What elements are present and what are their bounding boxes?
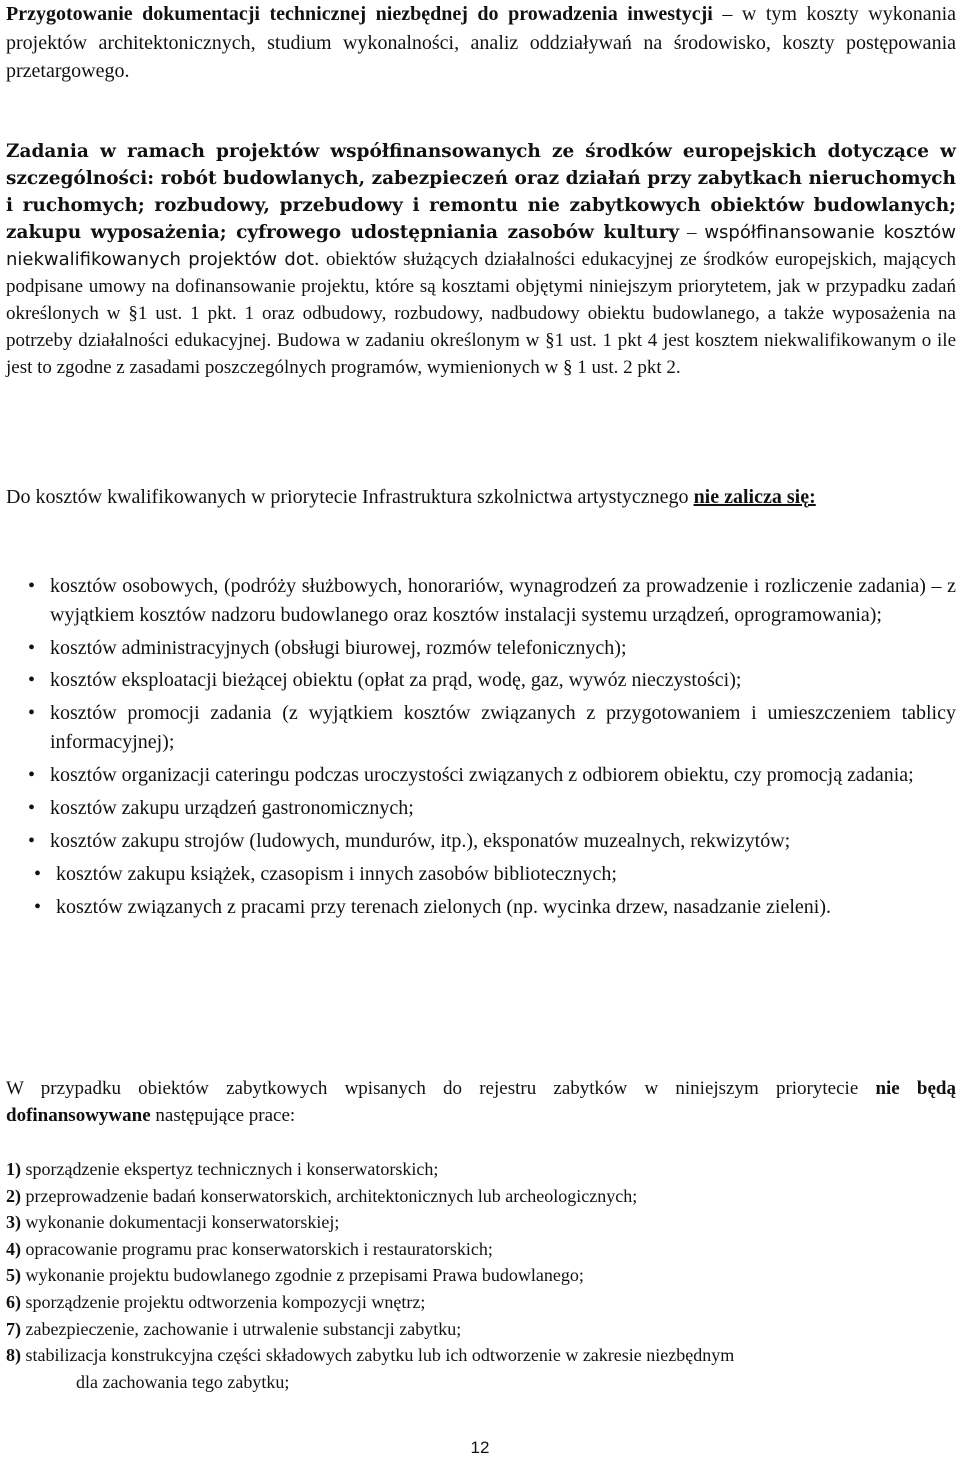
item-number: 6) [6,1291,21,1312]
numbered-item [6,1342,956,1395]
item-text: zabezpieczenie, zachowanie i utrwalenie substancji zabytku; [21,1318,462,1339]
item-number: 2) [6,1185,21,1206]
item-text: sporządzenie projektu odtworzenia kompozycji wnętrz; [21,1291,426,1312]
numbered-item [6,1262,956,1289]
paragraph-body-end: następujące prace: [150,1105,296,1126]
list-item [6,860,956,889]
item-text-continuation: dla zachowania tego zabytku; [76,1371,290,1392]
numbered-item [6,1236,956,1263]
numbered-item [6,1209,956,1236]
list-item-text: kosztów promocji zadania (z wyjątkiem kosztów związanych z przygotowaniem i umieszczeniem tablicy informacyjnej); [50,702,956,753]
bullet-icon: • [28,669,36,691]
list-item-text: kosztów związanych z pracami przy terenach zielonych (np. wycinka drzew, nasadzanie zieleni). [56,896,831,918]
page-number: 12 [470,1438,490,1457]
item-number: 7) [6,1318,21,1339]
list-item-text: kosztów zakupu strojów (ludowych, mundurów, itp.), eksponatów muzealnych, rekwizytów; [50,830,791,852]
list-item [6,572,956,630]
paragraph-lead-bold: Zadania w ramach projektów współfinansowanych ze środków europejskich dotyczące w szczególności: robót budowlanych, zabezpieczeń oraz działań przy zabytkach nieruchomych i ruchomych; rozbudowy, przebudowy i remontu nie zabytkowych obiektów budowlanych; zakupu wyposażenia; cyfrowego udostępniania zasobów kultury [6,141,956,243]
excluded-works-list [6,1156,956,1395]
numbered-item [6,1289,956,1316]
paragraph-sans-text: współfinansowanie kosztów niekwalifikowanych projektów dot. [6,222,956,270]
paragraph-lead-bold: Przygotowanie dokumentacji technicznej niezbędnej do prowadzenia inwestycji [6,3,713,25]
numbered-item [6,1316,956,1343]
bullet-icon: • [28,702,36,724]
dash-separator: – [679,222,705,243]
paragraph-body: obiektów służących działalności edukacyjnej ze środków europejskich, mających podpisane umowy na dofinansowanie projektu, które są kosztami objętymi niniejszym priorytetem, jak w przypadku zadań określonych w §1 ust. 1 pkt. 1 oraz odbudowy, rozbudowy, nadbudowy obiektu budowlanego, a także wyposażenia na potrzeby działalności edukacyjnej. Budowa w zadaniu określonym w §1 ust. 1 pkt 4 jest kosztem niekwalifikowanym o ile jest to zgodne z zasadami poszczególnych programów, wymienionych w § 1 ust. 2 pkt 2. [6,249,957,378]
underlined-emphasis: nie zalicza się: [693,486,816,508]
list-item [6,794,956,823]
item-text: opracowanie programu prac konserwatorskich i restauratorskich; [21,1238,493,1259]
list-item [6,761,956,790]
list-item-text: kosztów administracyjnych (obsługi biurowej, rozmów telefonicznych); [50,637,627,659]
list-item-text: kosztów zakupu książek, czasopism i innych zasobów bibliotecznych; [56,863,617,885]
item-number: 4) [6,1238,21,1259]
item-text: stabilizacja konstrukcyjna części składowych zabytku lub ich odtworzenie w zakresie niezbędnym [21,1345,735,1366]
item-text: przeprowadzenie badań konserwatorskich, architektonicznych lub archeologicznych; [21,1185,638,1206]
list-item-text: kosztów organizacji cateringu podczas uroczystości związanych z odbiorem obiektu, czy promocją zadania; [50,764,914,786]
list-item [6,893,956,922]
item-text: sporządzenie ekspertyz technicznych i konserwatorskich; [21,1159,439,1179]
paragraph-cofinanced-tasks [6,138,956,381]
item-number: 8) [6,1345,21,1366]
bullet-icon: • [34,863,42,885]
excluded-costs-list [6,572,956,922]
paragraph-body: W przypadku obiektów zabytkowych wpisanych do rejestru zabytków w niniejszym priorytecie [6,1078,876,1099]
numbered-item [6,1183,956,1210]
item-text: wykonanie dokumentacji konserwatorskiej; [21,1212,340,1233]
paragraph-body: Do kosztów kwalifikowanych w priorytecie Infrastruktura szkolnictwa artystycznego [6,486,694,508]
bullet-icon: • [28,637,36,659]
numbered-item [6,1156,956,1183]
bullet-icon: • [34,896,42,918]
bullet-icon: • [28,830,36,852]
bullet-icon: • [28,764,36,786]
list-item-text: kosztów zakupu urządzeń gastronomicznych; [50,797,414,819]
list-item [6,827,956,856]
paragraph-documentation [6,0,956,86]
bullet-icon: • [28,575,36,597]
bold-emphasis: nie będą dofinansowywane [6,1078,956,1126]
list-item [6,666,956,695]
paragraph-not-eligible-intro [6,483,816,512]
paragraph-body: – w tym koszty wykonania projektów architektonicznych, studium wykonalności, analiz oddziaływań na środowisko, koszty postępowania przetargowego. [6,3,957,82]
bullet-icon: • [28,797,36,819]
list-item-text: kosztów eksploatacji bieżącej obiektu (opłat za prąd, wodę, gaz, wywóz nieczystości); [50,669,742,691]
item-number: 1) [6,1159,21,1179]
list-item-text: kosztów osobowych, (podróży służbowych, honorariów, wynagrodzeń za prowadzenie i rozliczenie zadania) – z wyjątkiem kosztów nadzoru budowlanego oraz kosztów instalacji systemu urządzeń, oprogramowania); [50,575,956,626]
item-number: 3) [6,1212,21,1233]
list-item [6,634,956,663]
list-item [6,699,956,757]
item-text: wykonanie projektu budowlanego zgodnie z przepisami Prawa budowlanego; [21,1265,584,1286]
item-number: 5) [6,1265,21,1286]
paragraph-heritage-intro [6,1075,956,1129]
